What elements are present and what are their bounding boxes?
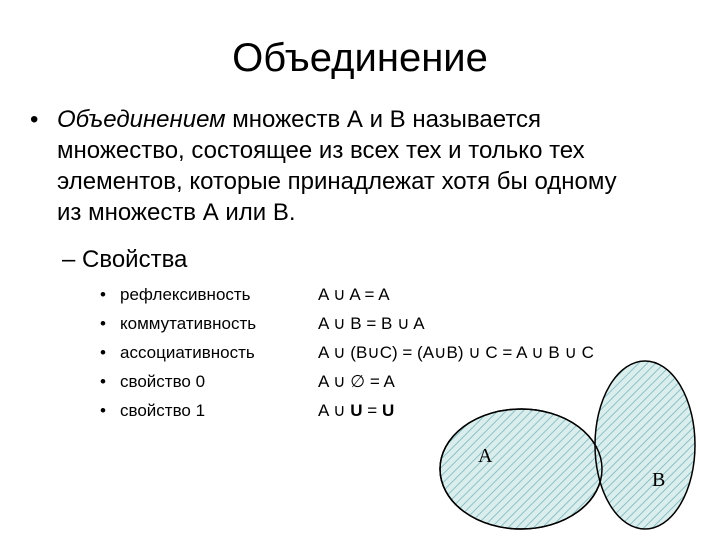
bullet: • (100, 401, 106, 420)
universe-symbol: U (350, 401, 363, 420)
property-name: коммутативность (120, 314, 257, 333)
property-formula: A ∪ A = A (318, 285, 390, 304)
definition-line-1-rest: множеств А и В называется (225, 106, 542, 133)
property-formula: A ∪ B = B ∪ A (318, 314, 425, 333)
property-name: рефлексивность (120, 285, 251, 304)
properties-heading: – Свойства (62, 246, 188, 273)
bullet: • (100, 372, 106, 391)
property-formula: A ∪ ∅ = A (318, 372, 395, 391)
property-formula (318, 396, 394, 425)
set-b-ellipse (595, 361, 695, 529)
formula-part: A ∪ (318, 401, 351, 420)
bullet: • (30, 106, 39, 133)
definition-term: Объединением (57, 106, 226, 133)
property-name: свойство 1 (120, 401, 206, 420)
property-formula: A ∪ (B∪C) = (A∪B) ∪ C = A ∪ B ∪ C (318, 343, 594, 362)
bullet: • (100, 343, 106, 362)
property-name: свойство 0 (120, 372, 206, 391)
definition-line-3: элементов, которые принадлежат хотя бы одному (57, 168, 617, 195)
definition-line-4: из множеств А или В. (57, 199, 296, 226)
page-title: Объединение (232, 36, 488, 80)
bullet: • (100, 314, 106, 333)
definition-line-2: множество, состоящее из всех тех и только тех (57, 137, 585, 164)
definition-line-1 (57, 104, 541, 135)
bullet: • (100, 285, 106, 304)
formula-part: = (362, 401, 382, 420)
property-name: ассоциативность (120, 343, 255, 362)
universe-symbol: U (381, 401, 395, 420)
venn-label-b: B (652, 469, 666, 491)
venn-label-a: A (478, 445, 493, 467)
